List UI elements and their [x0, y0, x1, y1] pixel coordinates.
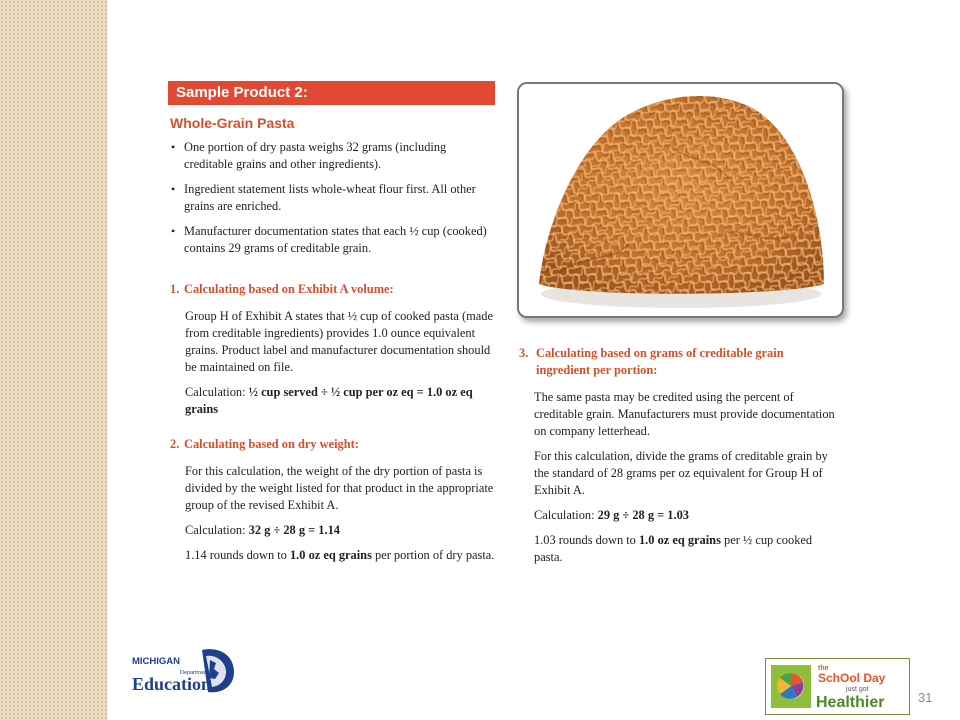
school-day-logo-graphic	[766, 659, 909, 714]
section-3-paragraph-2: For this calculation, divide the grams of creditable grain by the standard of 28 grams per oz equivalent for Group H of Exhibit A.	[534, 449, 828, 497]
education-logo-text: Education	[132, 674, 212, 694]
sample-product-banner: Sample Product 2:	[168, 81, 495, 105]
section-2-result: 1.14 rounds down to 1.0 oz eq grains per portion of dry pasta.	[185, 548, 495, 562]
section-3-calculation: Calculation: 29 g ÷ 28 g = 1.03	[534, 508, 689, 522]
section-2-calculation: Calculation: 32 g ÷ 28 g = 1.14	[185, 523, 340, 537]
list-item: • One portion of dry pasta weighs 32 grams (including creditable grains and other ingredients).	[184, 139, 495, 173]
section-3-heading: 3. Calculating based on grams of creditable grain ingredient per portion:	[519, 346, 784, 377]
section-2-paragraph: For this calculation, the weight of the dry portion of pasta is divided by the weight listed for that product in the appropriate group of the revised Exhibit A.	[185, 464, 494, 512]
product-subtitle: Whole-Grain Pasta	[170, 115, 295, 131]
school-logo-line2: just got	[846, 686, 869, 693]
product-facts-list	[168, 139, 495, 257]
school-day-healthier-logo	[765, 658, 910, 715]
michigan-logo-subtext: Department of	[180, 670, 215, 676]
page-number: 31	[918, 690, 933, 705]
section-2-heading: 2. Calculating based on dry weight:	[170, 437, 359, 451]
michigan-logo-text: MICHIGAN	[132, 656, 181, 667]
school-logo-the: the	[818, 665, 829, 672]
section-3-result: 1.03 rounds down to 1.0 oz eq grains per ½ cup cooked pasta.	[534, 533, 813, 564]
decorative-side-strip	[0, 0, 107, 720]
section-2-body	[185, 463, 495, 564]
section-3-paragraph-1: The same pasta may be credited using the percent of creditable grain. Manufacturers must provide documentation on company letterhead.	[534, 390, 835, 438]
right-column	[517, 345, 837, 574]
school-logo-line1: SchOol Day	[818, 671, 886, 685]
left-column	[168, 81, 495, 572]
michigan-logo-graphic	[130, 646, 240, 696]
section-3-body	[534, 389, 837, 566]
section-1-paragraph: Group H of Exhibit A states that ½ cup of cooked pasta (made from creditable ingredients) provides 1.0 ounce equivalent grains. Product label and manufacturer documentation should be maintained on file.	[185, 309, 493, 374]
school-logo-line3: Healthier	[816, 694, 885, 711]
list-item: • Ingredient statement lists whole-wheat flour first. All other grains are enriched.	[184, 181, 495, 215]
section-1-calculation: Calculation: ½ cup served ÷ ½ cup per oz eq = 1.0 oz eq grains	[185, 385, 473, 416]
section-1-heading: 1. Calculating based on Exhibit A volume:	[170, 282, 394, 296]
pasta-photo	[517, 82, 844, 318]
michigan-department-of-education-logo	[130, 646, 240, 696]
list-item: • Manufacturer documentation states that each ½ cup (cooked) contains 29 grams of creditable grain.	[184, 223, 495, 257]
fusilli-pasta-illustration	[519, 84, 842, 316]
section-1-body	[185, 308, 495, 418]
